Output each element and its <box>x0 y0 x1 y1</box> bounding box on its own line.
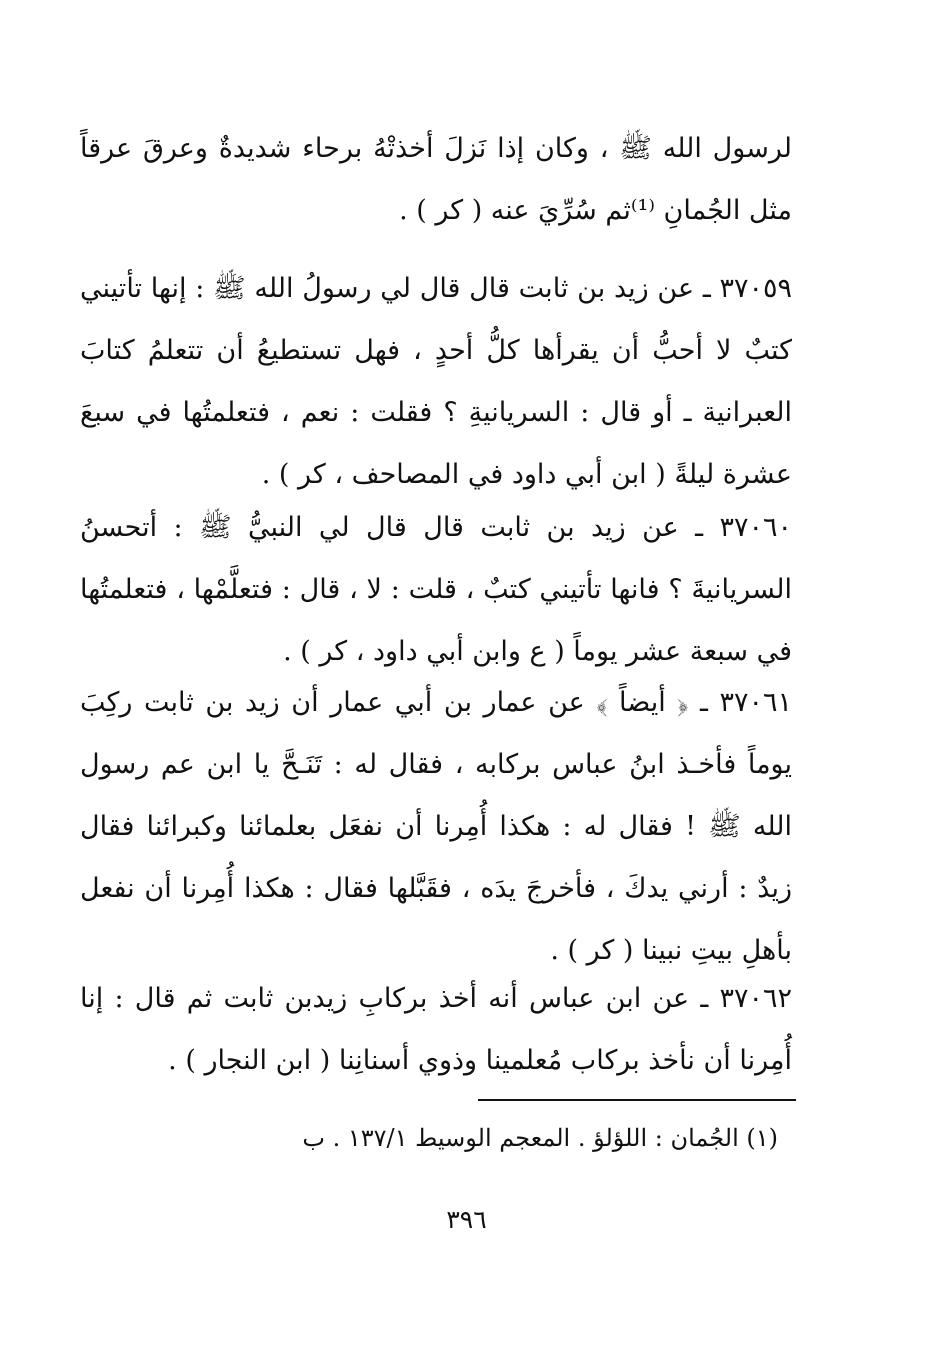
hadith-37062: ٣٧٠٦٢ ـ عن ابن عباس أنه أخذ بركابِ زيدبن ثابت ثم قال : إنا أُمِرنا أن نأخذ بركاب مُعلمينا وذوي أسنانِنا ( ابن النجار ) . <box>80 983 792 1076</box>
footnote-divider <box>478 1099 796 1101</box>
page-number: ٣٩٦ <box>446 1205 487 1234</box>
footnote: (١) الجُمان : اللؤلؤ . المعجم الوسيط ١٣٧/١ . ب <box>302 1124 778 1152</box>
hadith-37060: ٣٧٠٦٠ ـ عن زيد بن ثابت قال قال لي النبيُّ ﷺ : أتحسنُ السريانيةَ ؟ فانها تأتيني كتبٌ ، قلت : لا ، قال : فتعلَّمْها ، فتعلمتُها في سبعة عشر يوماً ( ع وابن أبي داود ، كر ) . <box>80 512 792 667</box>
hadith-37059: ٣٧٠٥٩ ـ عن زيد بن ثابت قال قال لي رسولُ الله ﷺ : إنها تأتيني كتبٌ لا أحبُّ أن يقرأها كلُّ أحدٍ ، فهل تستطيعُ أن تتعلمُ كتابَ العبرانية ـ أو قال : السريانيةِ ؟ فقلت : نعم ، فتعلمتُها في سبعَ عشرة ليلةً ( ابن أبي داود في المصاحف ، كر ) . <box>80 273 792 490</box>
hadith-37061: ٣٧٠٦١ ـ ﴿ أيضاً ﴾ عن عمار بن أبي عمار أن زيد بن ثابت ركِبَ يوماً فأخـذ ابنُ عباس بركابه ، فقال له : تَنَـحَّ يا ابن عم رسول الله ﷺ ! فقال له : هكذا أُمِرنا أن نفعَل بعلمائنا وكبرائنا فقال زيدٌ : أرني يدكَ ، فأخرجَ يدَه ، فقَبَّلها فقال : هكذا أُمِرنا أن نفعل بأهلِ بيتِ نبينا ( كر ) . <box>80 687 792 966</box>
paragraph-continuation: لرسول الله ﷺ ، وكان إذا نَزلَ أخذتْهُ برحاء شديدةٌ وعرقَ عرقاً مثل الجُمانِ ⁽¹⁾ثم سُرِّيَ عنه ( كر ) . <box>80 133 792 226</box>
